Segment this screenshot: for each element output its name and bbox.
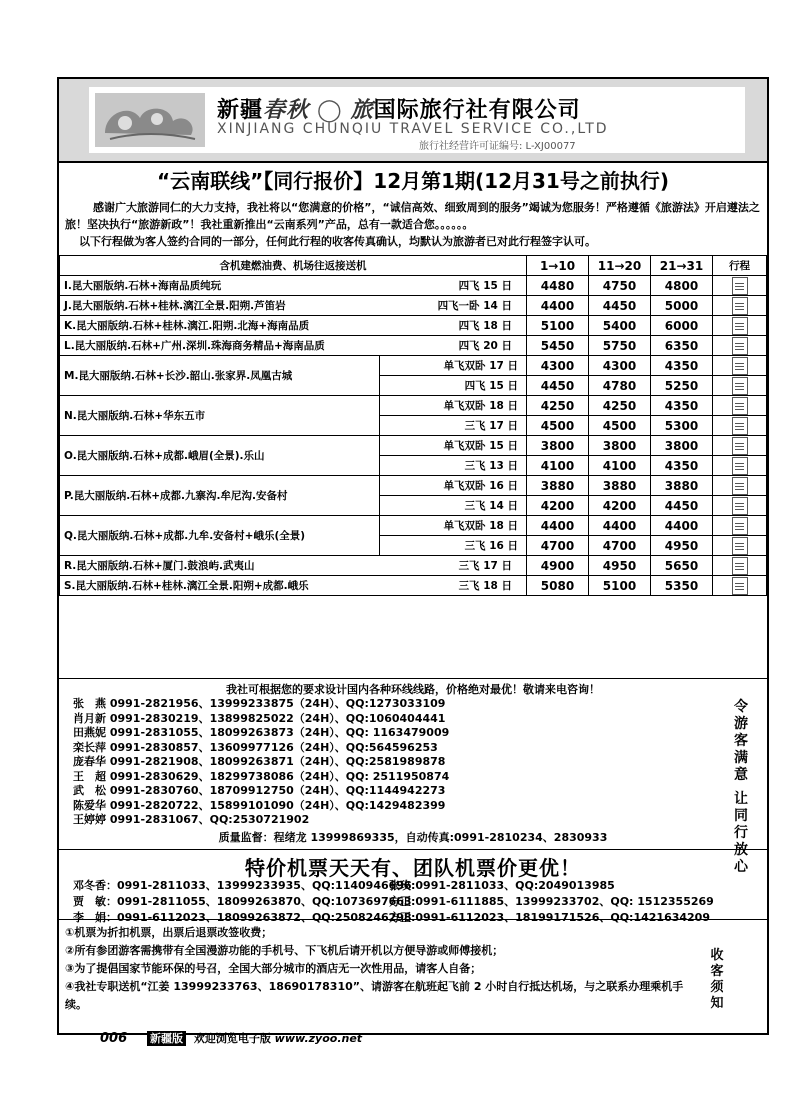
price-2: 4450: [589, 296, 651, 316]
price-2: 4700: [589, 536, 651, 556]
flight-option: 三飞 16 日: [380, 536, 527, 556]
table-row: [60, 556, 767, 576]
price-2: 4400: [589, 516, 651, 536]
price-1: 3800: [527, 436, 589, 456]
table-row: [60, 336, 767, 356]
price-2: 3800: [589, 436, 651, 456]
notes-list: [65, 924, 695, 1014]
contact-entry: 张 燕 0991-2821956、13999233875（24H）、QQ:1273033109: [73, 697, 446, 710]
price-3: 4950: [651, 536, 713, 556]
flight-option: 单飞双卧 15 日: [380, 436, 527, 456]
header-banner: [89, 87, 745, 153]
itinerary-doc-cell[interactable]: [713, 436, 767, 456]
price-2: 4950: [589, 556, 651, 576]
itinerary-doc-cell[interactable]: [713, 456, 767, 476]
document-icon[interactable]: [732, 557, 748, 575]
header-date-2: 11→20: [589, 256, 651, 276]
flight-option: 四飞 15 日: [380, 376, 527, 396]
notes-side-label: 收客须知: [710, 948, 724, 1011]
ticket-contact: 张玫:0991-2811033、QQ:2049013985: [389, 879, 615, 892]
itinerary-doc-cell[interactable]: [713, 316, 767, 336]
price-1: 4200: [527, 496, 589, 516]
header-itinerary: 行程: [713, 256, 767, 276]
price-3: 4450: [651, 496, 713, 516]
edition-tag: 新疆版: [147, 1031, 186, 1046]
itinerary-doc-cell[interactable]: [713, 516, 767, 536]
price-table: [59, 255, 767, 596]
footer-url[interactable]: www.zyoo.net: [274, 1032, 363, 1045]
price-3: 5350: [651, 576, 713, 596]
table-row: [60, 296, 767, 316]
price-1: 5450: [527, 336, 589, 356]
table-row: [60, 316, 767, 336]
route-cell: O.昆大丽版纳.石林+成都.峨眉(全景).乐山: [60, 436, 380, 476]
itinerary-doc-cell[interactable]: [713, 476, 767, 496]
price-3: 6000: [651, 316, 713, 336]
contact-entry: 王婷婷 0991-2831067、QQ:2530721902: [73, 813, 310, 826]
contact-entry: 田燕妮 0991-2831055、18099263873（24H）、QQ: 1163479009: [73, 726, 450, 739]
itinerary-doc-cell[interactable]: [713, 296, 767, 316]
itinerary-doc-cell[interactable]: [713, 356, 767, 376]
route-cell: M.昆大丽版纳.石林+长沙.韶山.张家界.凤凰古城: [60, 356, 380, 396]
price-1: 4100: [527, 456, 589, 476]
table-header-row: [60, 256, 767, 276]
price-1: 5100: [527, 316, 589, 336]
price-3: 6350: [651, 336, 713, 356]
price-1: 4400: [527, 516, 589, 536]
price-3: 4350: [651, 456, 713, 476]
route-cell: S.昆大丽版纳.石林+桂林.漓江全景.阳朔+成都.峨乐 三飞 18 日: [60, 576, 527, 596]
table-row: [60, 516, 767, 536]
price-2: 4500: [589, 416, 651, 436]
header-included: 含机建燃油费、机场往返接送机: [60, 256, 527, 276]
price-2: 4780: [589, 376, 651, 396]
table-row: [60, 436, 767, 456]
contact-entry: 肖月新 0991-2830219、13899825022（24H）、QQ:1060404441: [73, 711, 446, 725]
booking-notes: [59, 919, 767, 1036]
flight-option: 三飞 13 日: [380, 456, 527, 476]
cloud-ornament-logo: [95, 93, 205, 147]
document-icon[interactable]: [732, 497, 748, 515]
flight-option: 三飞 14 日: [380, 496, 527, 516]
price-2: 5750: [589, 336, 651, 356]
document-icon[interactable]: [732, 297, 748, 315]
page-footer: [100, 1030, 362, 1046]
itinerary-doc-cell[interactable]: [713, 496, 767, 516]
price-2: 3880: [589, 476, 651, 496]
price-3: 5250: [651, 376, 713, 396]
price-2: 5100: [589, 576, 651, 596]
contact-entry: 武 松 0991-2830760、18709912750（24H）、QQ:1144942273: [73, 784, 446, 797]
flight-option: 单飞双卧 17 日: [380, 356, 527, 376]
price-3: 4400: [651, 516, 713, 536]
document-icon[interactable]: [732, 357, 748, 375]
footer-text: 欢迎浏览电子版: [193, 1032, 271, 1045]
document-icon[interactable]: [732, 277, 748, 295]
company-name-cn: 新疆春秋 ◯ 旅国际旅行社有限公司: [217, 98, 581, 123]
price-1: 4250: [527, 396, 589, 416]
table-row: [60, 576, 767, 596]
table-row: [60, 356, 767, 376]
price-1: 4700: [527, 536, 589, 556]
document-icon[interactable]: [732, 397, 748, 415]
company-name-en: XINJIANG CHUNQIU TRAVEL SERVICE CO.,LTD: [217, 121, 609, 137]
price-3: 3800: [651, 436, 713, 456]
price-2: 4750: [589, 276, 651, 296]
price-2: 4250: [589, 396, 651, 416]
slogan-satisfy: 令游客满意: [734, 699, 748, 783]
ticket-contact: 贾 敏：0991-2811055、18099263870、QQ:1073697663: [73, 895, 412, 908]
ticket-contact: 方正:0991-6112023、18199171526、QQ:1421634209: [389, 911, 710, 924]
price-3: 4350: [651, 396, 713, 416]
intro-paragraph-1: 感谢广大旅游同仁的大力支持，我社将以“您满意的价格”，“诚信高效、细致周到的服务”竭诚为您服务！严格遵循《旅游法》开启遵法之旅！坚决执行“旅游新政”！我社重新推出“云南系列”产品，总有一款适合您。。。。。。: [65, 201, 760, 231]
intro-text: [65, 199, 761, 250]
header-date-3: 21→31: [651, 256, 713, 276]
document-icon[interactable]: [732, 337, 748, 355]
document-icon[interactable]: [732, 517, 748, 535]
ticket-promo-section: [59, 849, 767, 924]
table-row: [60, 476, 767, 496]
itinerary-doc-cell[interactable]: [713, 556, 767, 576]
document-icon[interactable]: [732, 417, 748, 435]
price-2: 5400: [589, 316, 651, 336]
flight-option: 三飞 17 日: [380, 416, 527, 436]
brochure-page: [57, 77, 769, 1035]
document-icon[interactable]: [732, 477, 748, 495]
note-item: ③为了提倡国家节能环保的号召，全国大部分城市的酒店无一次性用品，请客人自备；: [65, 962, 482, 975]
contact-entry: 栾长萍 0991-2830857、13609977126（24H）、QQ:564596253: [73, 740, 438, 754]
itinerary-doc-cell[interactable]: [713, 416, 767, 436]
note-item: ②所有参团游客需携带有全国漫游功能的手机号、下飞机后请开机以方便导游或师傅接机；: [65, 944, 504, 957]
route-cell: R.昆大丽版纳.石林+厦门.鼓浪屿.武夷山 三飞 17 日: [60, 556, 527, 576]
price-3: 5000: [651, 296, 713, 316]
note-item: ①机票为折扣机票，出票后退票改签收费；: [65, 926, 273, 939]
contact-entry: 陈爱华 0991-2820722、15899101090（24H）、QQ:1429482399: [73, 798, 446, 812]
route-cell: Q.昆大丽版纳.石林+成都.九牟.安备村+峨乐(全景): [60, 516, 380, 556]
quality-supervisor: 质量监督：程绪龙 13999869335，自动传真:0991-2810234、2830933: [218, 831, 608, 844]
document-icon[interactable]: [732, 437, 748, 455]
price-1: 4500: [527, 416, 589, 436]
document-icon[interactable]: [732, 537, 748, 555]
price-1: 4480: [527, 276, 589, 296]
price-1: 4450: [527, 376, 589, 396]
itinerary-doc-cell[interactable]: [713, 336, 767, 356]
header-date-1: 1→10: [527, 256, 589, 276]
price-1: 3880: [527, 476, 589, 496]
flight-option: 单飞双卧 16 日: [380, 476, 527, 496]
note-item: ④我社专职送机“江姜 13999233763、18690178310”、请游客在航班起飞前 2 小时自行抵达机场，与之联系办理乘机手续。: [65, 980, 684, 1011]
price-2: 4200: [589, 496, 651, 516]
price-1: 4900: [527, 556, 589, 576]
route-cell: L.昆大丽版纳.石林+广州.深圳.珠海商务精品+海南品质 四飞 20 日: [60, 336, 527, 356]
slogan-reassure: 让同行放心: [734, 791, 748, 875]
table-row: [60, 396, 767, 416]
price-2: 4100: [589, 456, 651, 476]
ticket-contact: 李 娟：0991-6112023、18099263872、QQ:2508246298: [73, 911, 412, 924]
contact-list: [73, 697, 449, 828]
route-cell: N.昆大丽版纳.石林+华东五市: [60, 396, 380, 436]
route-cell: I.昆大丽版纳.石林+海南品质纯玩 四飞 15 日: [60, 276, 527, 296]
page-number: 006: [100, 1031, 128, 1046]
route-cell: J.昆大丽版纳.石林+桂林.漓江全景.阳朔.芦笛岩 四飞一卧 14 日: [60, 296, 527, 316]
document-icon[interactable]: [732, 457, 748, 475]
price-1: 5080: [527, 576, 589, 596]
document-icon[interactable]: [732, 577, 748, 595]
price-2: 4300: [589, 356, 651, 376]
itinerary-doc-cell[interactable]: [713, 396, 767, 416]
price-1: 4300: [527, 356, 589, 376]
header-band: [59, 79, 767, 163]
contact-entry: 庞春华 0991-2821908、18099263871（24H）、QQ:2581989878: [73, 755, 446, 768]
itinerary-doc-cell[interactable]: [713, 376, 767, 396]
ticket-contact: 邓冬香：0991-2811033、13999233935、QQ:1140946696: [73, 879, 412, 892]
price-3: 4350: [651, 356, 713, 376]
promo-title: 特价机票天天有、团队机票价更优！: [245, 856, 581, 880]
price-3: 5300: [651, 416, 713, 436]
document-icon[interactable]: [732, 377, 748, 395]
price-3: 3880: [651, 476, 713, 496]
page-title: “云南联线”【同行报价】12月第1期(12月31号之前执行): [157, 169, 669, 193]
flight-option: 单飞双卧 18 日: [380, 396, 527, 416]
document-icon[interactable]: [732, 317, 748, 335]
route-cell: K.昆大丽版纳.石林+桂林.漓江.阳朔.北海+海南品质 四飞 18 日: [60, 316, 527, 336]
contact-entry: 王 超 0991-2830629、18299738086（24H）、QQ: 2511950874: [73, 769, 450, 783]
table-row: [60, 276, 767, 296]
price-1: 4400: [527, 296, 589, 316]
ticket-contact: 方正:0991-6111885、13999233702、QQ: 1512355269: [389, 895, 714, 908]
route-cell: P.昆大丽版纳.石林+成都.九寨沟.牟尼沟.安备村: [60, 476, 380, 516]
price-3: 5650: [651, 556, 713, 576]
price-3: 4800: [651, 276, 713, 296]
flight-option: 单飞双卧 18 日: [380, 516, 527, 536]
intro-paragraph-2: 以下行程做为客人签约合同的一部分，任何此行程的收客传真确认，均默认为旅游者已对此行程签字认可。: [79, 235, 596, 248]
itinerary-doc-cell[interactable]: [713, 276, 767, 296]
license-number: 旅行社经营许可证编号: L-XJ00077: [419, 141, 576, 152]
custom-route-notice: 我社可根据您的要求设计国内各种环线线路，价格绝对最优！敬请来电咨询！: [226, 683, 600, 696]
itinerary-doc-cell[interactable]: [713, 536, 767, 556]
itinerary-doc-cell[interactable]: [713, 576, 767, 596]
